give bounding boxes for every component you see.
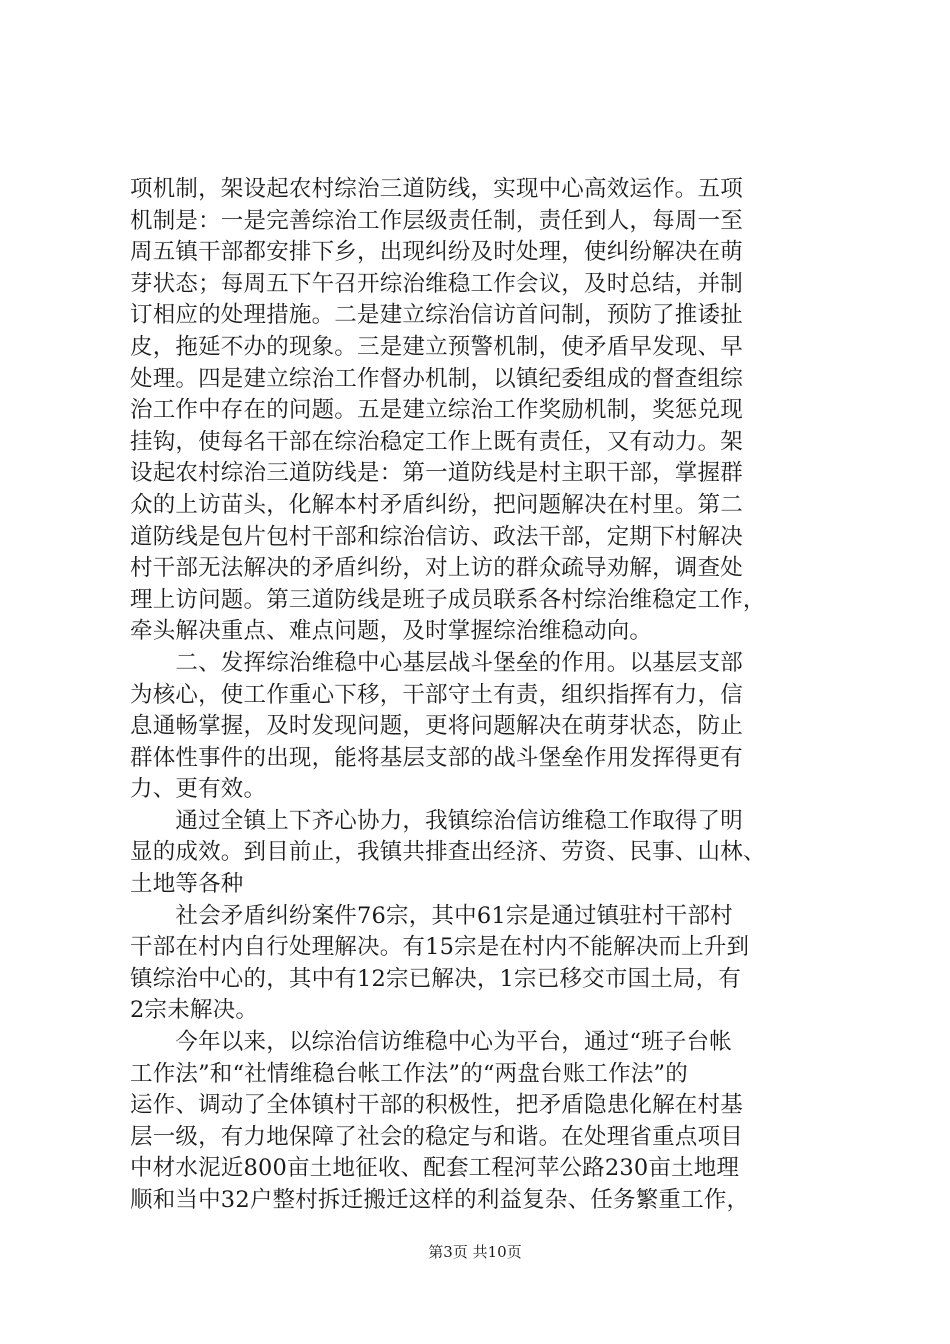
text-line: 土地等各种 xyxy=(130,871,244,898)
text-line: 机制是：一是完善综治工作层级责任制，责任到人，每周一至 xyxy=(130,207,743,234)
text-line: 订相应的处理措施。二是建立综治信访首问制，预防了推诿扯 xyxy=(130,302,743,329)
text-line: 项机制，架设起农村综治三道防线，实现中心高效运作。五项 xyxy=(130,176,743,202)
text-line: 镇综治中心的，其中有12宗已解决，1宗已移交市国土局，有 xyxy=(130,965,742,992)
text-line: 显的成效。到目前止，我镇共排查出经济、劳资、民事、山林、 xyxy=(130,839,766,866)
text-line: 众的上访苗头，化解本村矛盾纠纷，把问题解决在村里。第二 xyxy=(130,491,743,518)
page-number-footer: 第3页 共10页 xyxy=(428,1243,522,1261)
text-line: 工作法”和“社情维稳台帐工作法”的“两盘台账工作法”的 xyxy=(130,1060,688,1087)
text-line: 干部在村内自行处理解决。有15宗是在村内不能解决而上升到 xyxy=(130,934,750,961)
text-line: 顺和当中32户整村拆迁搬迁这样的利益复杂、任务繁重工作， xyxy=(130,1187,750,1213)
text-line: 群体性事件的出现，能将基层支部的战斗堡垒作用发挥得更有 xyxy=(130,744,743,771)
text-line: 通过全镇上下齐心协力，我镇综治信访维稳工作取得了明 xyxy=(130,807,743,834)
text-line: 运作、调动了全体镇村干部的积极性，把矛盾隐患化解在村基 xyxy=(130,1092,743,1119)
text-line: 治工作中存在的问题。五是建立综治工作奖励机制，奖惩兑现 xyxy=(130,397,743,424)
text-line: 皮，拖延不办的现象。三是建立预警机制，使矛盾早发现、早 xyxy=(130,333,743,360)
text-line: 周五镇干部都安排下乡，出现纠纷及时处理，使纠纷解决在萌 xyxy=(130,239,743,266)
text-line: 处理。四是建立综治工作督办机制，以镇纪委组成的督查组综 xyxy=(130,365,743,392)
text-line: 社会矛盾纠纷案件76宗，其中61宗是通过镇驻村干部村 xyxy=(130,902,733,929)
text-line: 挂钩，使每名干部在综治稳定工作上既有责任，又有动力。架 xyxy=(130,428,743,455)
text-line: 息通畅掌握，及时发现问题，更将问题解决在萌芽状态，防止 xyxy=(130,713,743,740)
text-line: 二、发挥综治维稳中心基层战斗堡垒的作用。以基层支部 xyxy=(130,649,743,676)
body-text xyxy=(130,174,830,1217)
text-line: 芽状态；每周五下午召开综治维稳工作会议，及时总结，并制 xyxy=(130,270,743,297)
text-line: 力、更有效。 xyxy=(130,776,267,803)
text-line: 道防线是包片包村干部和综治信访、政法干部，定期下村解决 xyxy=(130,523,743,550)
text-line: 理上访问题。第三道防线是班子成员联系各村综治维稳定工作， xyxy=(130,586,766,613)
text-line: 村干部无法解决的矛盾纠纷，对上访的群众疏导劝解，调查处 xyxy=(130,555,743,582)
text-line: 2宗未解决。 xyxy=(130,997,259,1024)
text-line: 为核心，使工作重心下移，干部守土有责，组织指挥有力，信 xyxy=(130,681,743,708)
text-line: 牵头解决重点、难点问题，及时掌握综治维稳动向。 xyxy=(130,618,653,645)
text-line: 中材水泥近800亩土地征收、配套工程河苹公路230亩土地理 xyxy=(130,1155,740,1182)
text-line: 设起农村综治三道防线是：第一道防线是村主职干部，掌握群 xyxy=(130,460,743,487)
text-line: 层一级，有力地保障了社会的稳定与和谐。在处理省重点项目 xyxy=(130,1123,743,1150)
text-line: 今年以来，以综治信访维稳中心为平台，通过“班子台帐 xyxy=(130,1029,732,1056)
